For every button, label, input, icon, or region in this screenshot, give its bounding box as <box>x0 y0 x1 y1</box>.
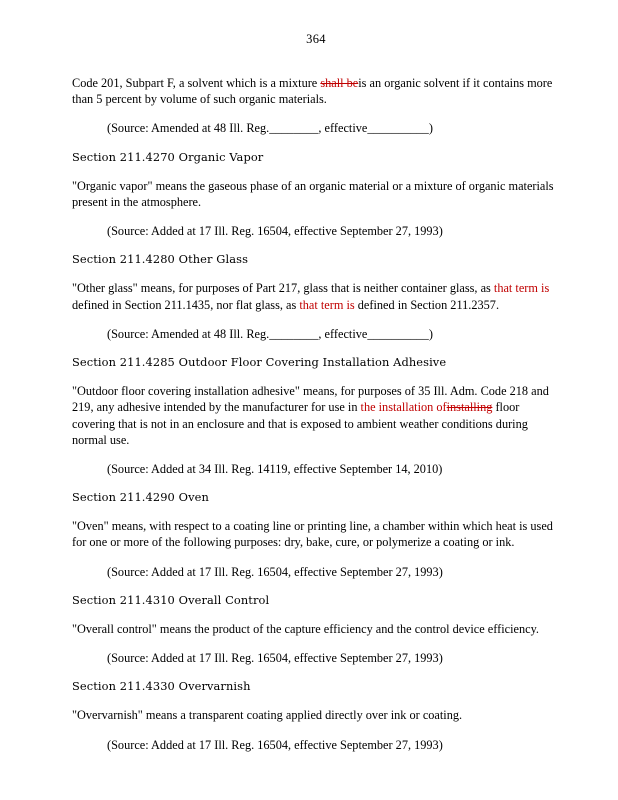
section-heading-211-4290: Section 211.4290 Oven <box>72 490 209 505</box>
source-note-4285: (Source: Added at 34 Ill. Reg. 14119, effective September 14, 2010) <box>107 461 443 476</box>
blank-line: ________ <box>269 121 319 136</box>
paragraph-other-glass <box>72 280 560 312</box>
text-segment: an organic solvent if it contains more than 5 percent by volume of such organic materials. <box>72 76 553 107</box>
inserted-text: that term is <box>493 281 550 296</box>
section-heading-211-4310: Section 211.4310 Overall Control <box>72 592 270 607</box>
blank-line: ________ <box>269 326 319 341</box>
inserted-text: the installation of <box>360 400 447 415</box>
section-heading-211-4330: Section 211.4330 Overvarnish <box>72 679 251 694</box>
paragraph-organic-vapor: "Organic vapor" means the gaseous phase of an organic material or a mixture of organic materials present in the atmosphere. <box>72 178 554 209</box>
text-segment: , effective <box>318 326 368 341</box>
paragraph-overvarnish: "Overvarnish" means a transparent coating applied directly over ink or coating. <box>72 708 463 723</box>
text-segment: "Outdoor floor covering installation adhesive" means, for purposes of 35 Ill. Adm. Code 218 and 219, any adhesive intended by the manufacturer for use in <box>72 384 549 415</box>
deleted-text: installing <box>446 400 493 415</box>
text-segment: (Source: Amended at 48 Ill. Reg. <box>107 121 270 136</box>
source-note-4270: (Source: Added at 17 Ill. Reg. 16504, effective September 27, 1993) <box>107 224 443 239</box>
paragraph-overall-control: "Overall control" means the product of the capture efficiency and the control device efficiency. <box>72 621 539 636</box>
source-note-4310: (Source: Added at 17 Ill. Reg. 16504, effective September 27, 1993) <box>107 651 443 666</box>
text-segment: floor covering that is not in an enclosure and that is exposed to ambient weather conditions during normal use. <box>72 400 528 447</box>
text-segment: Code 201, Subpart F, a solvent which is a mixture <box>72 76 321 90</box>
source-note-4290: (Source: Added at 17 Ill. Reg. 16504, effective September 27, 1993) <box>107 564 443 579</box>
page-number: 364 <box>306 32 326 46</box>
text-segment: ) <box>428 121 433 136</box>
text-segment: defined in Section 211.2357. <box>354 297 500 312</box>
inserted-text: that term is <box>299 297 355 312</box>
blank-line: __________ <box>367 326 429 341</box>
section-heading-211-4285: Section 211.4285 Outdoor Floor Covering Installation Adhesive <box>72 355 447 370</box>
source-note-amended-2 <box>72 326 560 342</box>
text-segment: "Other glass" means, for purposes of Part 217, glass that is neither container glass, as <box>72 281 494 296</box>
blank-line: __________ <box>367 121 429 136</box>
text-segment: is <box>358 76 367 90</box>
section-heading-211-4280: Section 211.4280 Other Glass <box>72 252 249 267</box>
text-segment: (Source: Amended at 48 Ill. Reg. <box>107 326 270 341</box>
source-note-amended-1 <box>72 120 560 136</box>
text-segment: ) <box>428 326 433 341</box>
deleted-text: shall be <box>320 76 359 90</box>
source-note-4330: (Source: Added at 17 Ill. Reg. 16504, effective September 27, 1993) <box>107 737 443 752</box>
paragraph-organic-solvent-mixture <box>72 75 560 107</box>
paragraph-outdoor-floor-covering-adhesive <box>72 383 560 448</box>
paragraph-oven: "Oven" means, with respect to a coating line or printing line, a chamber within which heat is used for one or more of the following purposes: dry, bake, cure, or polymerize a coating or ink. <box>72 519 553 550</box>
text-segment: , effective <box>318 121 368 136</box>
text-segment: defined in Section 211.1435, nor flat glass, as <box>72 297 300 312</box>
section-heading-211-4270: Section 211.4270 Organic Vapor <box>72 149 264 164</box>
